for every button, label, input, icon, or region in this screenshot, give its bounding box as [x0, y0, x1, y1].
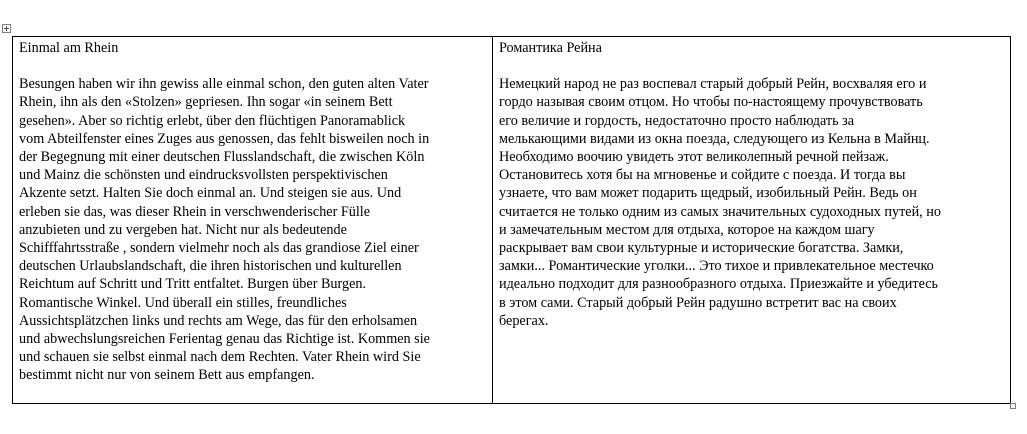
- table-resize-icon[interactable]: [1010, 403, 1016, 409]
- table-move-icon[interactable]: [2, 24, 11, 33]
- table-cell-russian[interactable]: [493, 37, 1010, 403]
- table-cell-german[interactable]: [13, 37, 493, 403]
- german-title: Einmal am Rhein: [19, 40, 119, 56]
- translation-table: [12, 36, 1011, 404]
- russian-text: Немецкий народ не раз воспевал старый добрый Рейн, восхваляя его и гордо называя своим отцом. Но чтобы по-настоящему прочувствовать его величие и гордость, недостаточно просто наблюдать за мелькающими видами из окна поезда, следующего из Кельна в Майнц. Необходимо воочию увидеть этот великолепный речной пейзаж. Остановитесь хотя бы на мгновенье и сойдите с поезда. И тогда вы узнаете, что вам может подарить щедрый, изобильный Рейн. Ведь он считается не только одним из самых значительных судоходных путей, но и замечательным местом для отдыха, которое на каждом шагу раскрывает вам свои культурные и исторические богатства. Замки, замки... Романтические уголки... Это тихое и привлекательное местечко идеально подходит для разнообразного отдыха. Приезжайте и убедитесь в этом сами. Старый добрый Рейн радушно встретит вас на своих берегах.: [499, 76, 941, 329]
- russian-title: Романтика Рейна: [499, 40, 602, 56]
- german-text: Besungen haben wir ihn gewiss alle einmal schon, den guten alten Vater Rhein, ihn als den «Stolzen» gepriesen. Ihn sogar «in seinem Bett gesehen». Aber so richtig erlebt, über den flüchtigen Panoramablick vom Abteilfenster eines Zuges aus genossen, das fehlt bisweilen noch in der Begegnung mit einer deutschen Flusslandschaft, die zwischen Köln und Mainz die schönsten und eindrucksvollsten perspektivischen Akzente setzt. Halten Sie doch einmal an. Und steigen sie aus. Und erleben sie das, was dieser Rhein in verschwenderischer Fülle anzubieten und zu vergeben hat. Nicht nur als bedeutende Schifffahrtsstraße , sondern vielmehr noch als das grandiose Ziel einer deutschen Urlaubslandschaft, die ihren historischen und kulturellen Reichtum auf Schritt und Tritt entfaltet. Burgen über Burgen. Romantische Winkel. Und überall ein stilles, freundliches Aussichtsplätzchen links und rechts am Wege, das für den erholsamen und abwechslungsreichen Ferientag genau das Richtige ist. Kommen sie und schauen sie selbst einmal nach dem Rechten. Vater Rhein wird Sie bestimmt nicht nur von seinem Bett aus empfangen.: [19, 76, 430, 384]
